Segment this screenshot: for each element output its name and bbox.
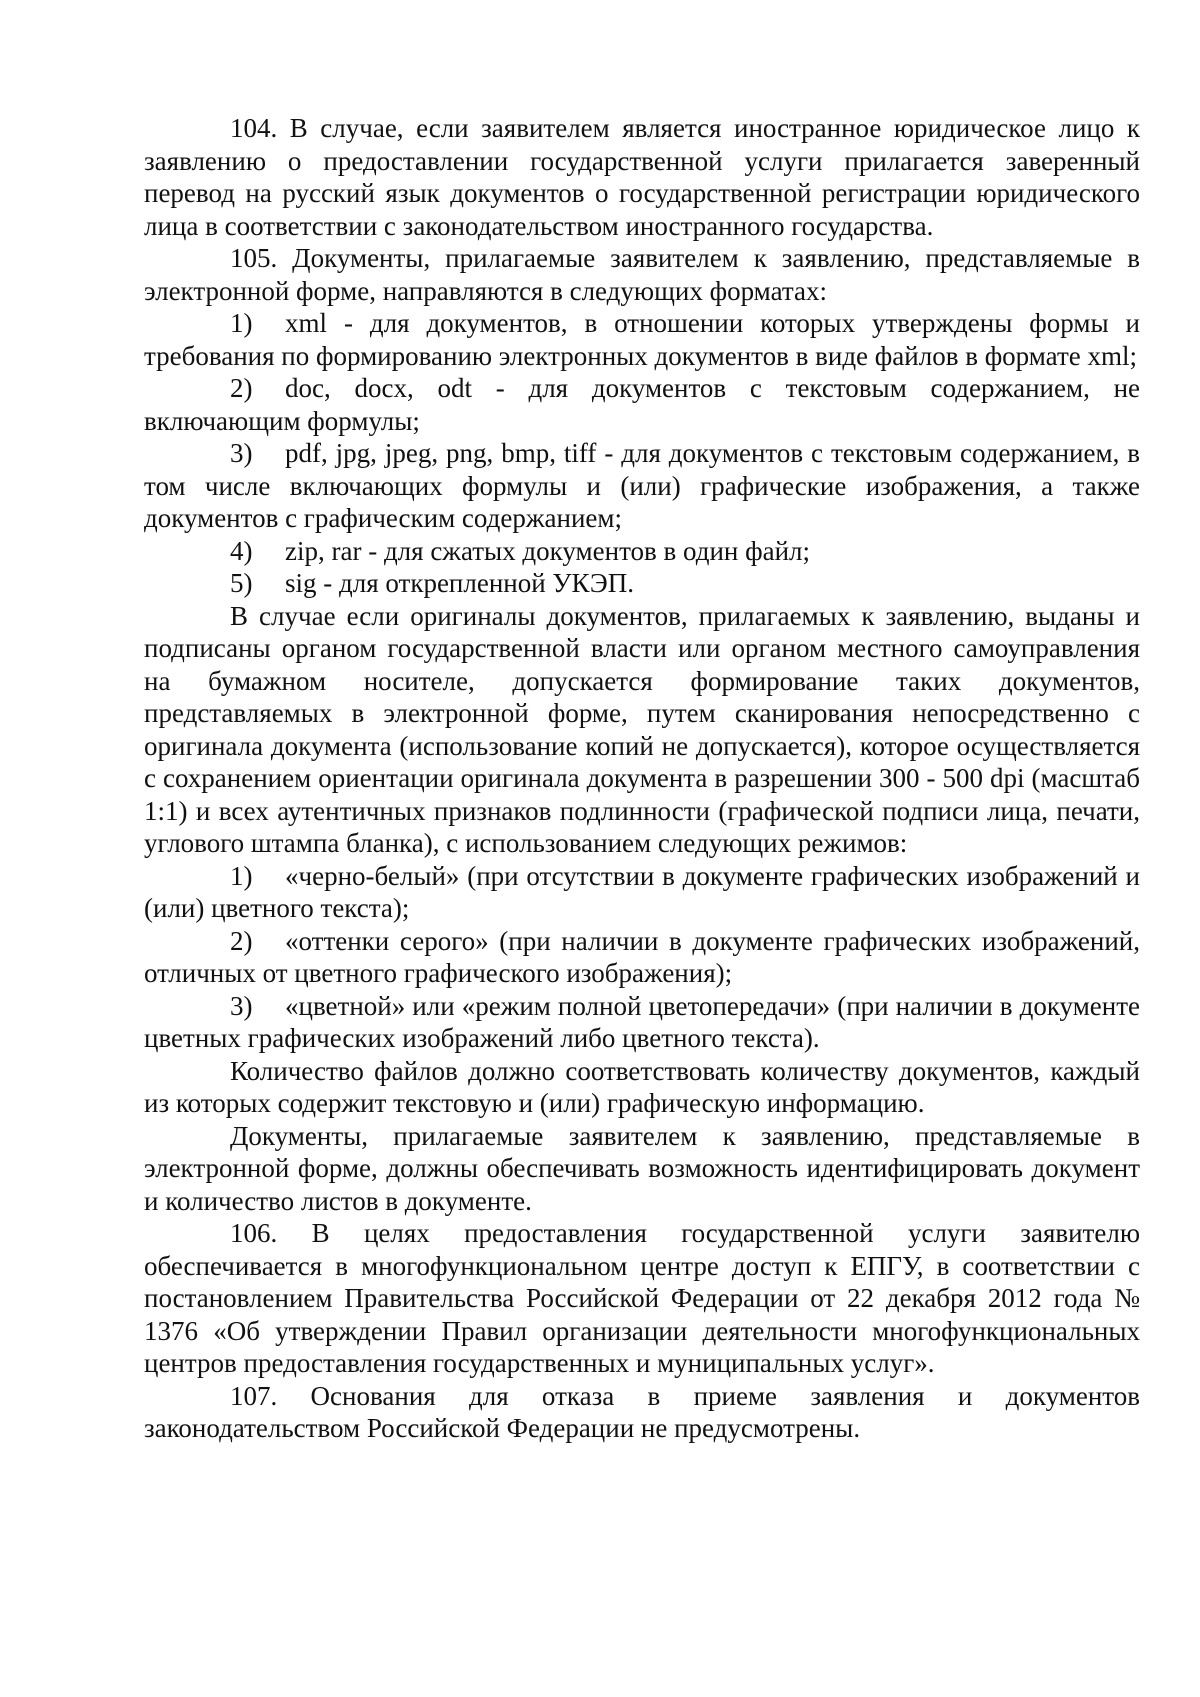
format-item-5 [144, 567, 1140, 600]
paragraph-107 [144, 1380, 1140, 1445]
mode-item-1 [144, 860, 1140, 925]
mode-item-3 [144, 990, 1140, 1055]
list-number: 2) [230, 925, 253, 956]
list-number: 1) [230, 860, 253, 891]
format-item-3 [144, 437, 1140, 535]
list-item-text: «черно-белый» (при отсутствии в документе графических изображений и (или) цветного текста); [144, 860, 1140, 923]
list-number: 3) [230, 990, 253, 1021]
mode-item-2 [144, 925, 1140, 990]
paragraph-identification [144, 1120, 1140, 1218]
list-item-text: zip, rar - для сжатых документов в один файл; [285, 535, 811, 566]
list-number: 5) [230, 568, 253, 598]
list-item-text: «цветной» или «режим полной цветопередачи» (при наличии в документе цветных графических изображений либо цветного текста). [144, 990, 1140, 1053]
list-number: 4) [230, 535, 253, 566]
format-item-2 [144, 372, 1140, 437]
paragraph-105 [144, 242, 1140, 307]
paragraph-text: 105. Документы, прилагаемые заявителем к заявлению, представляемые в электронной форме, направляются в следующих форматах: [144, 243, 1140, 306]
paragraph-text: 106. В целях предоставления государственной услуги заявителю обеспечивается в многофункциональном центре доступ к ЕПГУ, в соответствии с постановлением Правительства Российской Федерации от 22 декабря 2012 года № 1376 «Об утверждении Правил организации деятельности многофункциональных центров предоставления государственных и муниципальных услуг». [144, 1218, 1140, 1378]
paragraph-text: Количество файлов должно соответствовать количеству документов, каждый из которых содержит текстовую и (или) графическую информацию. [144, 1055, 1140, 1118]
paragraph-file-count [144, 1055, 1140, 1120]
list-number: 2) [230, 373, 253, 403]
paragraph-104 [144, 112, 1140, 242]
list-item-text: xml - для документов, в отношении которых утверждены формы и требования по формированию электронных документов в виде файлов в формате xml; [144, 308, 1140, 371]
paragraph-106 [144, 1217, 1140, 1380]
format-item-4 [144, 535, 1140, 568]
list-item-text: sig - для открепленной УКЭП. [285, 568, 634, 598]
list-item-text: pdf, jpg, jpeg, png, bmp, tiff - для документов с текстовым содержанием, в том числе включающих формулы и (или) графические изображения, а также документов с графическим содержанием; [144, 438, 1140, 533]
list-item-text: «оттенки серого» (при наличии в документе графических изображений, отличных от цветного графического изображения); [144, 925, 1140, 988]
list-item-text: doc, docx, odt - для документов с текстовым содержанием, не включающим формулы; [144, 373, 1140, 436]
document-text [144, 112, 1140, 1445]
paragraph-text: 104. В случае, если заявителем является иностранное юридическое лицо к заявлению о предоставлении государственной услуги прилагается заверенный перевод на русский язык документов о государственной регистрации юридического лица в соответствии с законодательством иностранного государства. [144, 113, 1140, 241]
paragraph-text: В случае если оригиналы документов, прилагаемых к заявлению, выданы и подписаны органом государственной власти или органом местного самоуправления на бумажном носителе, допускается формирование таких документов, представляемых в электронной форме, путем сканирования непосредственно с оригинала документа (использование копий не допускается), которое осуществляется с сохранением ориентации оригинала документа в разрешении 300 - 500 dpi (масштаб 1:1) и всех аутентичных признаков подлинности (графической подписи лица, печати, углового штампа бланка), с использованием следующих режимов: [144, 600, 1140, 858]
list-number: 1) [230, 308, 253, 338]
paragraph-scanning [144, 600, 1140, 860]
list-number: 3) [230, 438, 253, 468]
format-item-1 [144, 307, 1140, 372]
paragraph-text: 107. Основания для отказа в приеме заявления и документов законодательством Российской Федерации не предусмотрены. [144, 1380, 1140, 1443]
paragraph-text: Документы, прилагаемые заявителем к заявлению, представляемые в электронной форме, должны обеспечивать возможность идентифицировать документ и количество листов в документе. [144, 1120, 1140, 1216]
